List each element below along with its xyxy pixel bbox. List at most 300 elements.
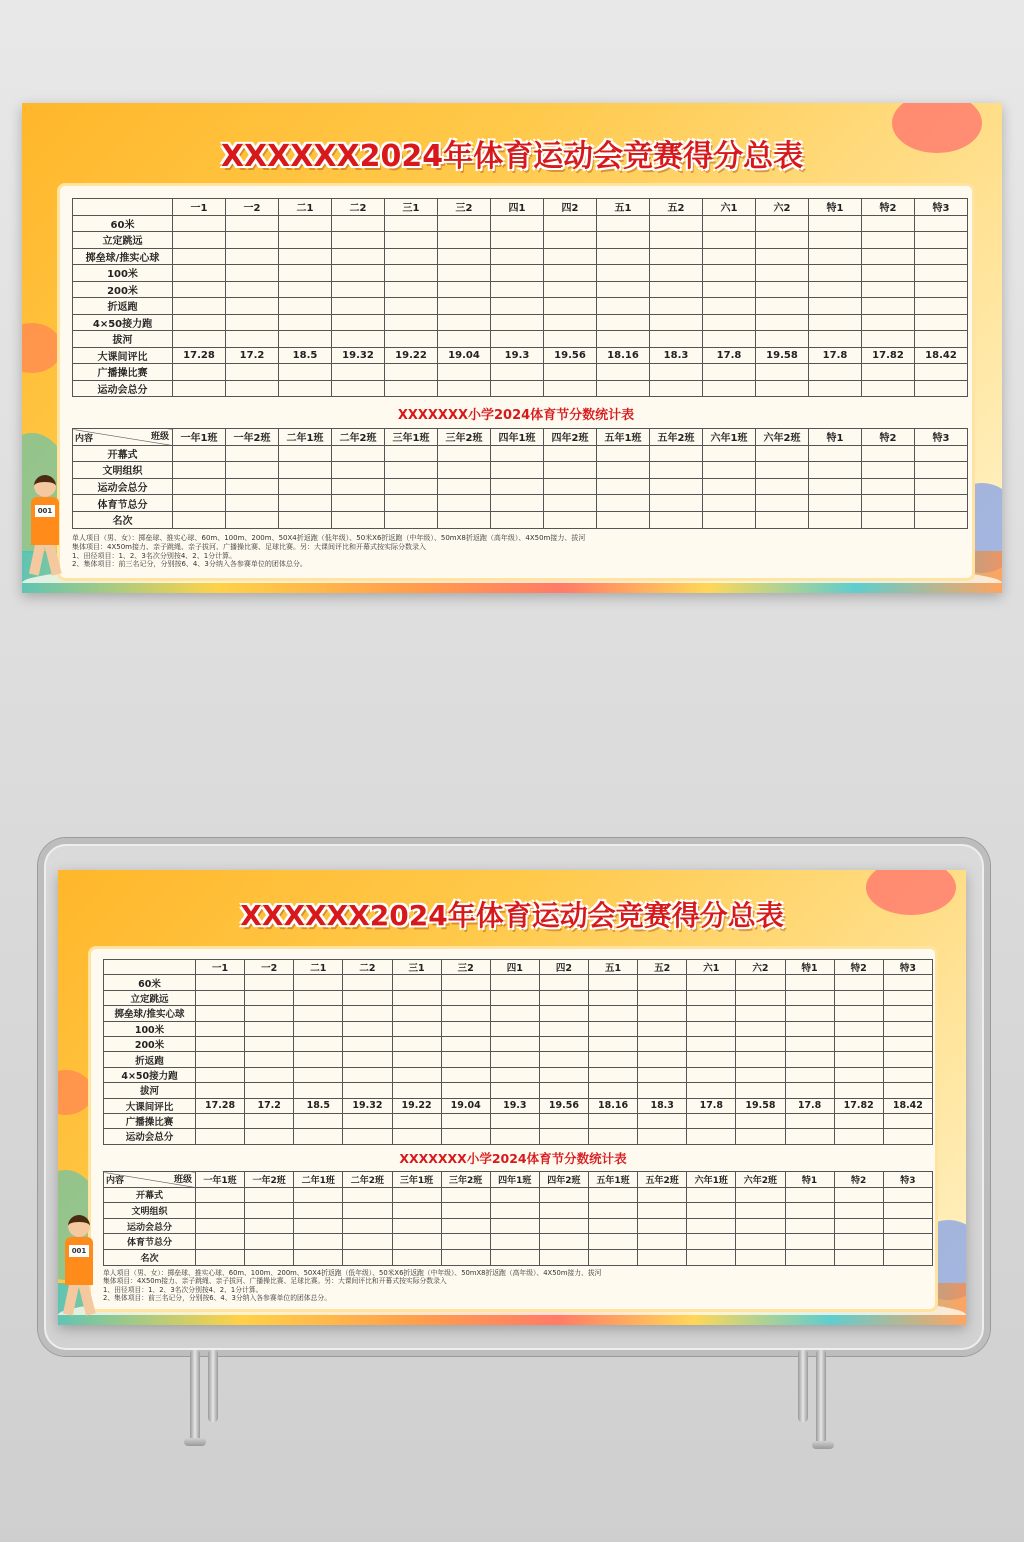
score-cell [650, 298, 703, 315]
score-cell [490, 1006, 539, 1021]
score-cell [736, 1234, 785, 1250]
score-cell [756, 511, 809, 528]
score-cell [392, 1234, 441, 1250]
score-cell [392, 1187, 441, 1203]
score-cell [343, 990, 392, 1005]
score-cell [834, 1021, 883, 1036]
row-label: 4×50接力跑 [104, 1067, 196, 1082]
score-cell: 18.16 [589, 1098, 638, 1113]
banner-flat [22, 103, 1002, 593]
column-header: 六年2班 [756, 429, 809, 446]
score-cell [862, 380, 915, 397]
score-cell [785, 1021, 834, 1036]
score-cell [650, 445, 703, 462]
column-header: 四1 [490, 960, 539, 975]
score-cell: 17.2 [226, 347, 279, 364]
row-label: 名次 [73, 511, 173, 528]
score-cell [226, 215, 279, 232]
row-label: 折返跑 [104, 1052, 196, 1067]
score-cell [785, 1113, 834, 1128]
table-header-row [104, 1172, 933, 1188]
column-header: 四年2班 [539, 1172, 588, 1188]
score-cell: 18.3 [650, 347, 703, 364]
score-cell [491, 298, 544, 315]
score-cell [883, 1067, 932, 1082]
score-cell [245, 1052, 294, 1067]
column-header: 特2 [834, 960, 883, 975]
score-cell [687, 1083, 736, 1098]
score-cell [245, 1187, 294, 1203]
score-cell [279, 511, 332, 528]
score-cell [343, 1113, 392, 1128]
score-cell: 18.42 [915, 347, 968, 364]
score-cell [736, 1067, 785, 1082]
row-label: 广播操比赛 [73, 364, 173, 381]
score-cell [173, 314, 226, 331]
score-cell [638, 1249, 687, 1265]
score-cell [650, 511, 703, 528]
score-cell [736, 1021, 785, 1036]
row-label: 200米 [73, 281, 173, 298]
score-cell [703, 478, 756, 495]
score-cell [392, 1052, 441, 1067]
column-header: 三年1班 [392, 1172, 441, 1188]
row-label: 4×50接力跑 [73, 314, 173, 331]
row-label: 大课间评比 [73, 347, 173, 364]
score-cell [245, 990, 294, 1005]
score-cell [862, 281, 915, 298]
score-cell [343, 1052, 392, 1067]
score-cell [703, 232, 756, 249]
score-cell [343, 975, 392, 990]
column-header: 三2 [441, 960, 490, 975]
row-label: 立定跳远 [73, 232, 173, 249]
score-cell: 17.82 [834, 1098, 883, 1113]
score-cell [392, 975, 441, 990]
score-cell [196, 1187, 245, 1203]
score-cell [736, 1187, 785, 1203]
score-cell [294, 1113, 343, 1128]
score-cell [539, 1083, 588, 1098]
score-cell [597, 495, 650, 512]
score-cell [785, 1006, 834, 1021]
table-row [73, 495, 968, 512]
column-header: 五年1班 [597, 429, 650, 446]
column-header: 五2 [650, 199, 703, 216]
score-cell [687, 1113, 736, 1128]
score-cell: 17.8 [785, 1098, 834, 1113]
score-cell [809, 364, 862, 381]
note-line: 1、田径项目：1、2、3名次分别按4、2、1分计算。 [72, 551, 237, 560]
score-cell [279, 462, 332, 479]
score-cell [539, 1036, 588, 1051]
table-row [73, 314, 968, 331]
score-cell [915, 478, 968, 495]
table-row [104, 1098, 933, 1113]
score-cell [785, 1083, 834, 1098]
score-cell: 19.3 [491, 347, 544, 364]
score-cell [589, 1067, 638, 1082]
score-cell [756, 281, 809, 298]
score-cell [638, 1234, 687, 1250]
stats-table-title: XXXXXXX小学2024体育节分数统计表 [399, 1151, 627, 1166]
score-cell [915, 462, 968, 479]
score-cell [687, 1006, 736, 1021]
score-cell [650, 462, 703, 479]
page-title: XXXXXX2024年体育运动会竞赛得分总表 [240, 899, 784, 932]
rules-notes [103, 1269, 601, 1303]
score-cell [441, 1006, 490, 1021]
header-corner-cell [104, 1172, 196, 1188]
score-cell [490, 1218, 539, 1234]
column-header: 五年2班 [650, 429, 703, 446]
score-cell [245, 1249, 294, 1265]
score-cell [638, 1006, 687, 1021]
row-label: 运动会总分 [104, 1129, 196, 1144]
column-header: 二2 [332, 199, 385, 216]
score-cell [862, 298, 915, 315]
score-cell [597, 248, 650, 265]
score-cell [862, 364, 915, 381]
score-cell [638, 990, 687, 1005]
score-cell: 19.58 [756, 347, 809, 364]
score-cell [173, 495, 226, 512]
score-cell [173, 445, 226, 462]
score-cell [196, 1006, 245, 1021]
table-row [104, 1203, 933, 1219]
stand-leg [798, 1350, 808, 1422]
corner-right-label: 班级 [150, 432, 169, 442]
score-cell [915, 314, 968, 331]
score-cell [589, 1234, 638, 1250]
score-cell [597, 331, 650, 348]
score-cell [385, 511, 438, 528]
score-cell [756, 298, 809, 315]
score-cell [245, 1203, 294, 1219]
score-cell [834, 1113, 883, 1128]
score-cell [862, 215, 915, 232]
score-cell [597, 232, 650, 249]
score-cell [490, 1249, 539, 1265]
score-cell [332, 364, 385, 381]
table-row [73, 215, 968, 232]
score-cell [490, 1067, 539, 1082]
score-cell [279, 248, 332, 265]
score-cell [173, 215, 226, 232]
note-line: 单人项目（男、女）：掷垒球、推实心球、60m、100m、200m、50X4折返跑（低年级）、50米X6折返跑（中年级）、50mX8折返跑（高年级）、4X50m接力、拔河 [103, 1269, 602, 1277]
page-title: XXXXXX2024年体育运动会竞赛得分总表 [220, 139, 804, 174]
score-cell [539, 1187, 588, 1203]
column-header: 特3 [883, 960, 932, 975]
score-cell [589, 990, 638, 1005]
score-cell [597, 265, 650, 282]
score-cell [687, 1052, 736, 1067]
score-cell [196, 1067, 245, 1082]
score-cell: 19.3 [490, 1098, 539, 1113]
column-header: 一年1班 [196, 1172, 245, 1188]
score-cell [544, 265, 597, 282]
score-cell [491, 314, 544, 331]
score-cell [279, 380, 332, 397]
score-cell [385, 298, 438, 315]
score-cell [490, 975, 539, 990]
score-cell [785, 1129, 834, 1144]
score-cell [173, 248, 226, 265]
column-header: 二年1班 [279, 429, 332, 446]
score-cell [438, 232, 491, 249]
score-cell: 17.28 [196, 1098, 245, 1113]
score-cell: 19.22 [392, 1098, 441, 1113]
score-cell [438, 248, 491, 265]
score-cell [438, 298, 491, 315]
score-cell [392, 1021, 441, 1036]
score-cell [438, 462, 491, 479]
table-row [104, 1234, 933, 1250]
score-cell [544, 232, 597, 249]
score-cell [196, 990, 245, 1005]
column-header: 一年2班 [226, 429, 279, 446]
column-header: 特2 [834, 1172, 883, 1188]
column-header: 五1 [589, 960, 638, 975]
score-cell [279, 445, 332, 462]
score-cell [883, 1113, 932, 1128]
score-cell [490, 1129, 539, 1144]
runner-illustration [24, 475, 66, 585]
column-header: 特2 [862, 429, 915, 446]
score-cell [834, 1234, 883, 1250]
score-cell [392, 1036, 441, 1051]
score-cell [756, 232, 809, 249]
score-cell [638, 1187, 687, 1203]
score-cell [703, 462, 756, 479]
score-cell [385, 495, 438, 512]
score-cell: 18.42 [883, 1098, 932, 1113]
score-cell: 17.82 [862, 347, 915, 364]
score-cell [245, 1021, 294, 1036]
score-cell [490, 1234, 539, 1250]
score-cell [196, 1052, 245, 1067]
score-cell [756, 380, 809, 397]
score-cell [173, 331, 226, 348]
score-cell [441, 1067, 490, 1082]
row-label: 掷垒球/推实心球 [73, 248, 173, 265]
score-cell [687, 1067, 736, 1082]
score-cell [438, 511, 491, 528]
score-cell [589, 1083, 638, 1098]
score-cell [544, 445, 597, 462]
score-cell [438, 314, 491, 331]
score-cell [196, 1249, 245, 1265]
score-cell [385, 265, 438, 282]
table-row [104, 1067, 933, 1082]
score-cell [736, 1113, 785, 1128]
score-cell [173, 380, 226, 397]
score-cell [687, 1021, 736, 1036]
score-cell [687, 1187, 736, 1203]
score-cell: 18.16 [597, 347, 650, 364]
score-cell [343, 1006, 392, 1021]
score-cell [883, 1187, 932, 1203]
score-cell [834, 1052, 883, 1067]
column-header: 五年1班 [589, 1172, 638, 1188]
score-cell [245, 1234, 294, 1250]
score-cell [544, 215, 597, 232]
score-cell [539, 1129, 588, 1144]
table-header-row [73, 429, 968, 446]
row-label: 名次 [104, 1249, 196, 1265]
column-header: 五年2班 [638, 1172, 687, 1188]
column-header: 六1 [687, 960, 736, 975]
score-cell [544, 281, 597, 298]
score-cell [441, 1203, 490, 1219]
score-cell [809, 248, 862, 265]
note-line: 2、集体项目：前三名记分，分别按6、4、3分纳入各参赛单位的团体总分。 [103, 1294, 331, 1303]
column-header: 一年2班 [245, 1172, 294, 1188]
score-cell [279, 314, 332, 331]
score-cell [589, 1021, 638, 1036]
score-cell [687, 1234, 736, 1250]
score-cell [539, 1052, 588, 1067]
score-cell [343, 1021, 392, 1036]
score-cell [294, 990, 343, 1005]
score-cell [883, 975, 932, 990]
column-header: 一2 [245, 960, 294, 975]
score-cell [279, 298, 332, 315]
score-cell [687, 975, 736, 990]
row-label: 折返跑 [73, 298, 173, 315]
score-cell [650, 248, 703, 265]
column-header: 二年2班 [332, 429, 385, 446]
score-cell [703, 495, 756, 512]
score-cell [915, 511, 968, 528]
score-cell [441, 1021, 490, 1036]
note-line: 单人项目（男、女）：掷垒球、推实心球、60m、100m、200m、50X4折返跑（低年级）、50米X6折返跑（中年级）、50mX8折返跑（高年级）、4X50m接力、拔河 [72, 534, 586, 542]
score-cell [687, 1036, 736, 1051]
score-cell [343, 1234, 392, 1250]
column-header: 二1 [294, 960, 343, 975]
score-cell: 17.8 [687, 1098, 736, 1113]
score-cell [441, 1113, 490, 1128]
score-cell [226, 380, 279, 397]
score-cell [490, 1021, 539, 1036]
score-cell [392, 1113, 441, 1128]
score-cell [638, 1021, 687, 1036]
score-cell [883, 1129, 932, 1144]
column-header: 四2 [539, 960, 588, 975]
score-table [72, 198, 968, 397]
score-cell [597, 511, 650, 528]
score-cell [196, 1218, 245, 1234]
score-cell [703, 298, 756, 315]
score-cell [385, 314, 438, 331]
score-cell [279, 281, 332, 298]
score-cell [196, 1203, 245, 1219]
score-cell [490, 1083, 539, 1098]
score-cell [332, 281, 385, 298]
score-cell [332, 380, 385, 397]
score-cell [294, 1187, 343, 1203]
score-cell [226, 281, 279, 298]
score-cell [736, 990, 785, 1005]
stats-table [72, 428, 968, 529]
table-row [104, 1218, 933, 1234]
score-cell [544, 248, 597, 265]
score-cell [834, 990, 883, 1005]
score-cell [915, 364, 968, 381]
score-cell [332, 511, 385, 528]
score-cell [736, 975, 785, 990]
score-cell [491, 281, 544, 298]
score-cell [279, 495, 332, 512]
score-cell [589, 1006, 638, 1021]
score-cell [862, 331, 915, 348]
runner-bib: 001 [35, 505, 55, 517]
score-cell: 19.04 [438, 347, 491, 364]
column-header: 特3 [915, 429, 968, 446]
score-cell [756, 462, 809, 479]
score-cell [385, 215, 438, 232]
score-cell [392, 1006, 441, 1021]
score-cell [915, 445, 968, 462]
score-cell [915, 215, 968, 232]
score-cell [785, 1234, 834, 1250]
row-label: 运动会总分 [104, 1218, 196, 1234]
score-cell [438, 380, 491, 397]
column-header: 六2 [756, 199, 809, 216]
score-cell [245, 1129, 294, 1144]
score-cell [809, 314, 862, 331]
column-header: 三年2班 [438, 429, 491, 446]
score-cell [392, 1218, 441, 1234]
score-cell [756, 314, 809, 331]
score-cell [862, 462, 915, 479]
score-cell [809, 298, 862, 315]
score-cell [597, 314, 650, 331]
score-cell [736, 1006, 785, 1021]
note-line: 1、田径项目：1、2、3名次分别按4、2、1分计算。 [103, 1285, 263, 1294]
score-cell [294, 1036, 343, 1051]
score-cell [343, 1129, 392, 1144]
table-row [104, 1021, 933, 1036]
table-row [73, 347, 968, 364]
score-cell [736, 1203, 785, 1219]
score-cell [544, 511, 597, 528]
row-label: 开幕式 [104, 1187, 196, 1203]
score-cell [332, 298, 385, 315]
table-header-row [73, 199, 968, 216]
score-cell [490, 1036, 539, 1051]
row-label: 广播操比赛 [104, 1113, 196, 1128]
score-cell [491, 478, 544, 495]
row-label: 大课间评比 [104, 1098, 196, 1113]
score-cell [294, 1083, 343, 1098]
score-cell [883, 1249, 932, 1265]
score-cell [196, 1129, 245, 1144]
score-cell [392, 1129, 441, 1144]
score-cell [294, 1021, 343, 1036]
score-cell [862, 495, 915, 512]
score-cell [703, 215, 756, 232]
score-cell [343, 1218, 392, 1234]
score-cell [385, 462, 438, 479]
score-cell [343, 1036, 392, 1051]
score-cell [173, 364, 226, 381]
column-header: 六年1班 [703, 429, 756, 446]
score-cell [245, 1218, 294, 1234]
score-cell [638, 1129, 687, 1144]
score-cell [703, 248, 756, 265]
stats-table-title: XXXXXXX小学2024体育节分数统计表 [397, 408, 635, 423]
